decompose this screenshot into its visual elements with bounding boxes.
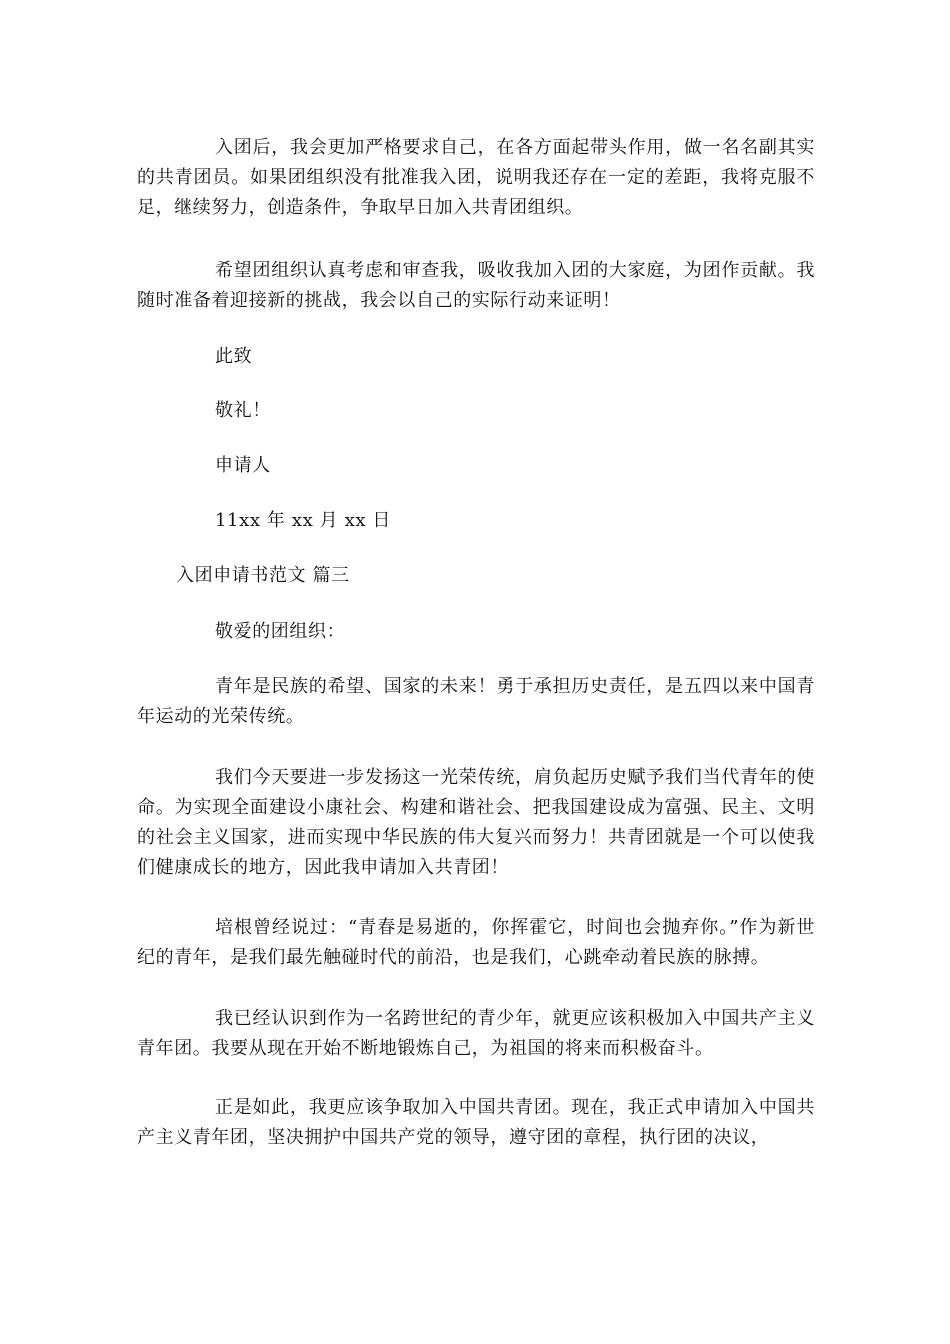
- closing-phrase: 此致: [215, 346, 253, 367]
- paragraph-bacon-quote: 培根曾经说过：“青春是易逝的，你挥霍它，时间也会抛弃你。”作为新世纪的青年，是我们最先触碰时代的前沿，也是我们，心跳牵动着民族的脉搏。: [137, 917, 815, 968]
- paragraph-application: 正是如此，我更应该争取加入中国共青团。现在，我正式申请加入中国共产主义青年团，坚决拥护中国共产党的领导，遵守团的章程，执行团的决议，: [137, 1097, 815, 1148]
- closing-salute: 敬礼！: [215, 400, 271, 421]
- paragraph-mission: 我们今天要进一步发扬这一光荣传统，肩负起历史赋予我们当代青年的使命。为实现全面建设小康社会、构建和谐社会、把我国建设成为富强、民主、文明的社会主义国家，进而实现中华民族的伟大复兴而努力！共青团就是一个可以使我们健康成长的地方，因此我申请加入共青团！: [137, 767, 815, 878]
- date-line: 11xx 年 xx 月 xx 日: [215, 510, 392, 531]
- paragraph-hope: 希望团组织认真考虑和审查我，吸收我加入团的大家庭，为团作贡献。我随时准备着迎接新的挑战，我会以自己的实际行动来证明！: [137, 260, 815, 311]
- paragraph-awareness: 我已经认识到作为一名跨世纪的青少年，就更应该积极加入中国共产主义青年团。我要从现在开始不断地锻炼自己，为祖国的将来而积极奋斗。: [137, 1008, 815, 1059]
- signer-label: 申请人: [215, 455, 271, 476]
- paragraph-youth: 青年是民族的希望、国家的未来！勇于承担历史责任，是五四以来中国青年运动的光荣传统。: [137, 676, 815, 727]
- section-title: 入团申请书范文 篇三: [176, 565, 350, 586]
- paragraph-commitment: 入团后，我会更加严格要求自己，在各方面起带头作用，做一名名副其实的共青团员。如果团组织没有批准我入团，说明我还存在一定的差距，我将克服不足，继续努力，创造条件，争取早日加入共青团组织。: [137, 137, 815, 218]
- salutation: 敬爱的团组织：: [215, 621, 346, 642]
